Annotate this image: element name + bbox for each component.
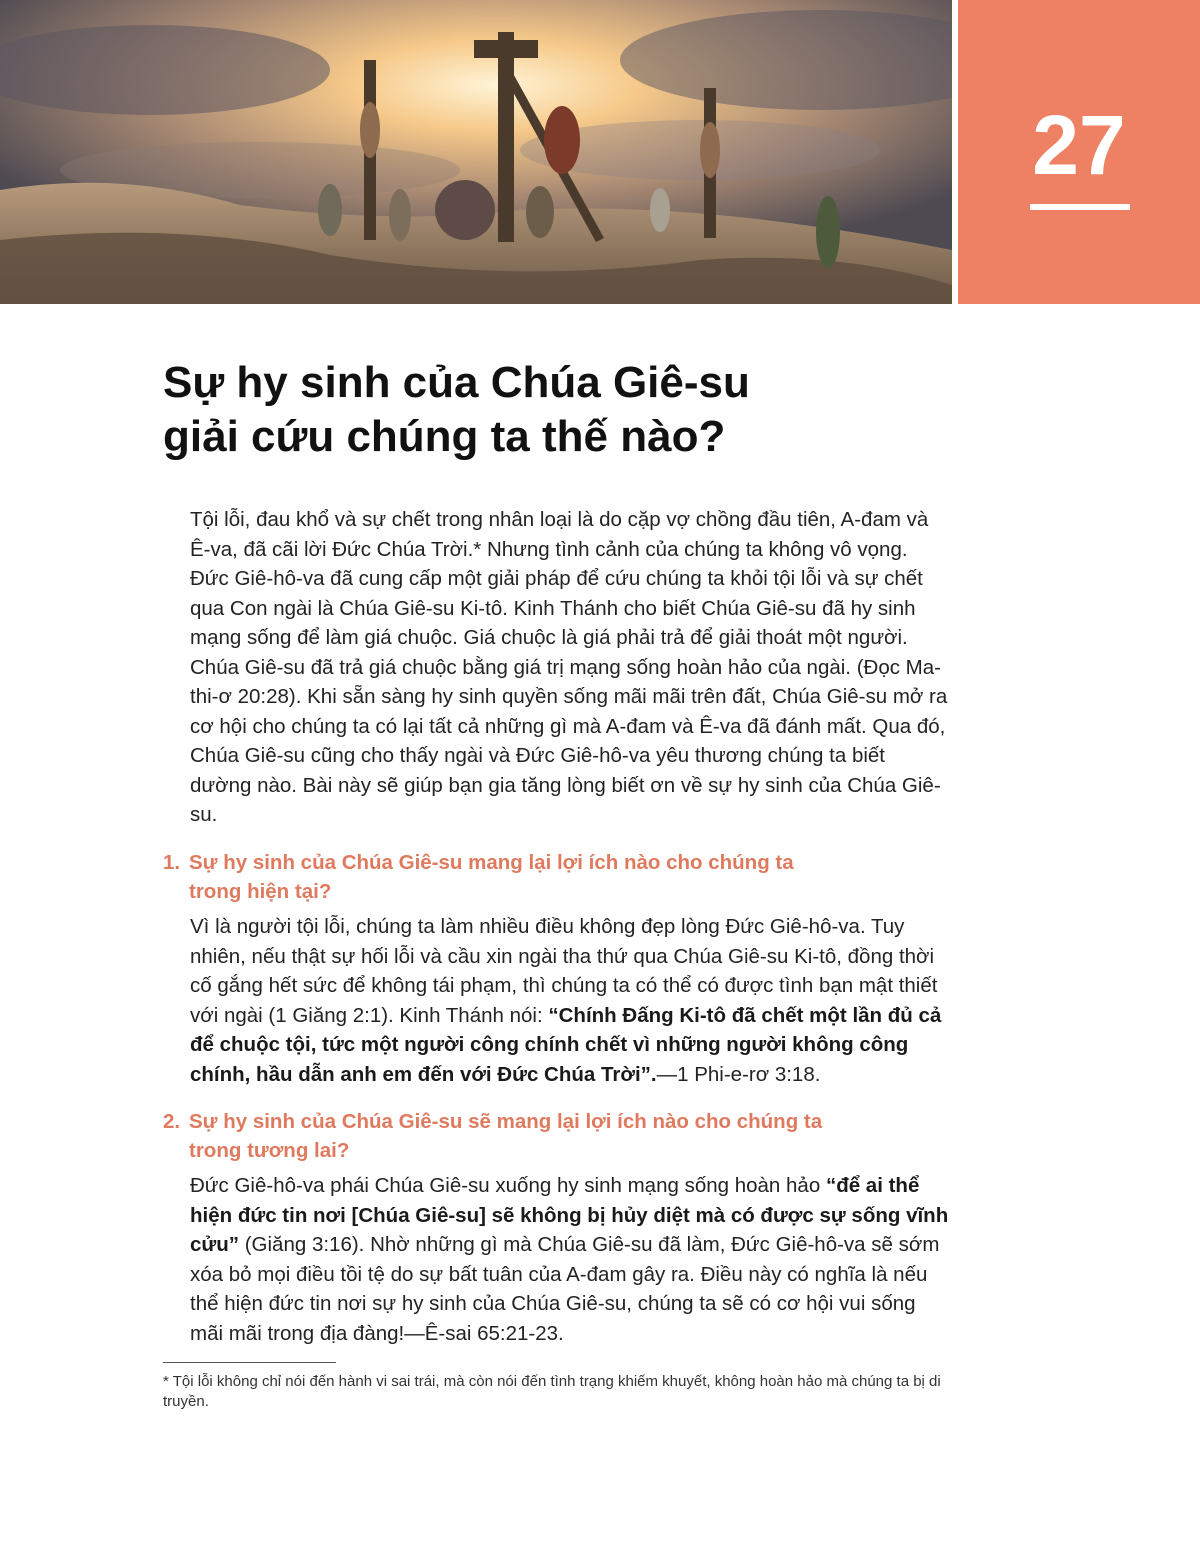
crucifixion-scene-illustration [0, 0, 952, 304]
section-1-heading-line-1: Sự hy sinh của Chúa Giê-su mang lại lợi ích nào cho chúng ta [189, 851, 794, 874]
hero-image [0, 0, 952, 304]
section-1-heading-line-2: trong hiện tại? [189, 880, 332, 903]
section-2-paragraph [190, 1171, 952, 1348]
section-2-text: Đức Giê-hô-va phái Chúa Giê-su xuống hy sinh mạng sống hoàn hảo [190, 1174, 826, 1197]
intro-paragraph: Tội lỗi, đau khổ và sự chết trong nhân loại là do cặp vợ chồng đầu tiên, A-đam và Ê-va, đã cãi lời Đức Chúa Trời.* Nhưng tình cảnh của chúng ta không vô vọng. Đức Giê-hô-va đã cung cấp một giải pháp để cứu chúng ta khỏi tội lỗi và sự chết qua Con ngài là Chúa Giê-su Ki-tô. Kinh Thánh cho biết Chúa Giê-su đã hy sinh mạng sống để làm giá chuộc. Giá chuộc là giá phải trả để giải thoát một người. Chúa Giê-su đã trả giá chuộc bằng giá trị mạng sống hoàn hảo của ngài. (Đọc Ma-thi-ơ 20:28). Khi sẵn sàng hy sinh quyền sống mãi mãi trên đất, Chúa Giê-su mở ra cơ hội cho chúng ta có lại tất cả những gì mà A-đam và Ê-va đã đánh mất. Qua đó, Chúa Giê-su cũng cho thấy ngài và Đức Giê-hô-va yêu thương chúng ta biết dường nào. Bài này sẽ giúp bạn gia tăng lòng biết ơn về sự hy sinh của Chúa Giê-su. [190, 508, 948, 826]
section-2-text-after: (Giăng 3:16). Nhờ những gì mà Chúa Giê-su đã làm, Đức Giê-hô-va sẽ sớm xóa bỏ mọi điều tồi tệ do sự bất tuân của A-đam gây ra. Điều này có nghĩa là nếu thể hiện đức tin nơi sự hy sinh của Chúa Giê-su, chúng ta sẽ có cơ hội vui sống mãi mãi trong địa đàng!—Ê-sai 65:21-23. [190, 1233, 940, 1345]
section-1-reference: —1 Phi-e-rơ 3:18. [656, 1062, 821, 1086]
footnote: * Tội lỗi không chỉ nói đến hành vi sai trái, mà còn nói đến tình trạng khiếm khuyết, không hoàn hảo mà chúng ta bị di truyền. [163, 1373, 941, 1410]
section-2-number: 2. [163, 1110, 181, 1133]
footnote-divider [163, 1362, 336, 1363]
section-1-heading [163, 848, 953, 906]
lesson-number-underline [1030, 204, 1130, 210]
section-1-number: 1. [163, 851, 181, 874]
section-2-quote: “để ai thể hiện đức tin nơi [Chúa Giê-su] sẽ không bị hủy diệt mà có được sự sống vĩnh cửu” [190, 1174, 949, 1256]
lesson-number-badge [958, 0, 1200, 304]
section-2-heading [163, 1107, 953, 1165]
lesson-number: 27 [1032, 98, 1126, 192]
section-2-heading-line-1: Sự hy sinh của Chúa Giê-su sẽ mang lại lợi ích nào cho chúng ta [189, 1110, 823, 1133]
page-title [163, 356, 963, 464]
page-title-line-1: Sự hy sinh của Chúa Giê-su [163, 358, 750, 407]
section-1-quote: “Chính Đấng Ki-tô đã chết một lần đủ cả để chuộc tội, tức một người công chính chết vì những người không công chính, hầu dẫn anh em đến với Đức Chúa Trời”. [190, 1003, 942, 1086]
page-title-line-2: giải cứu chúng ta thế nào? [163, 412, 726, 461]
section-1-text: Vì là người tội lỗi, chúng ta làm nhiều điều không đẹp lòng Đức Giê-hô-va. Tuy nhiên, nếu thật sự hối lỗi và cầu xin ngài tha thứ qua Chúa Giê-su Ki-tô, đồng thời cố gắng hết sức để không tái phạm, thì chúng ta có thể có được tình bạn mật thiết với ngài (1 Giăng 2:1). Kinh Thánh nói: [190, 915, 938, 1027]
section-2-heading-line-2: trong tương lai? [189, 1139, 350, 1162]
section-1-paragraph [190, 912, 952, 1089]
